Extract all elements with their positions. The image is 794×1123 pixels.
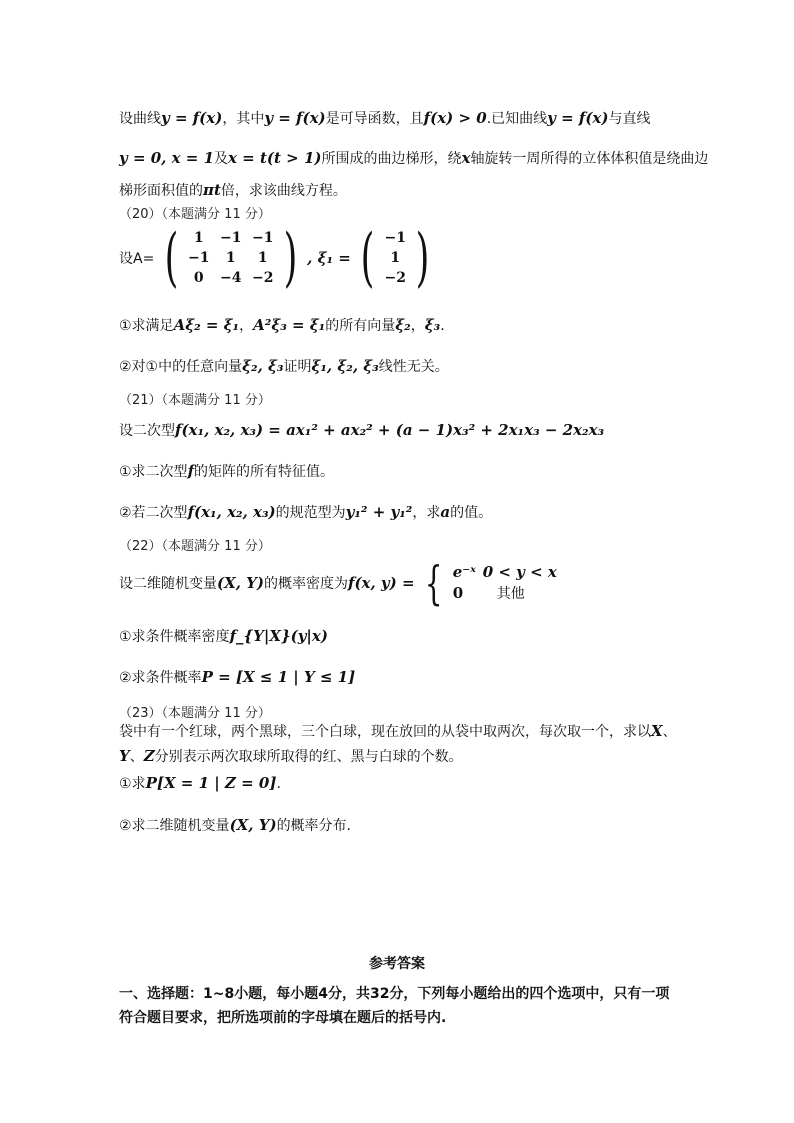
answers-section1: 一、选择题：1~8小题，每小题4分，共32分，下列每小题给出的四个选项中，只有一项符合题目要求，把所选项前的字母填在题后的括号内. — [119, 986, 670, 1026]
formula: P = [X ≤ 1 | Y ≤ 1] — [201, 668, 356, 686]
text: 设二次型 — [119, 423, 175, 439]
p20-header: （20）（本题满分 11 分） — [119, 207, 271, 222]
p22-part1 — [119, 626, 328, 646]
formula: πt — [203, 181, 221, 199]
formula: x — [461, 149, 471, 167]
vector-cells — [380, 230, 410, 286]
matrix-a-cells — [184, 230, 278, 286]
formula: f(x, y) = — [348, 574, 415, 592]
text: .已知曲线 — [486, 111, 548, 127]
p23-part2 — [119, 815, 351, 835]
matrix-cell: 1 — [257, 250, 268, 266]
p23-statement — [119, 719, 689, 769]
p21-header: （21）（本题满分 11 分） — [119, 393, 271, 408]
text: 的概率密度为 — [264, 576, 348, 592]
formula: ξ₂, ξ₃ — [242, 357, 284, 375]
text: 设二维随机变量 — [119, 576, 217, 592]
matrix-cell: −1 — [251, 230, 274, 246]
p19-line3 — [119, 180, 347, 200]
left-paren: ( — [164, 221, 179, 295]
text: 设曲线 — [119, 111, 161, 127]
case-row — [453, 562, 557, 583]
matrix-cell: 1 — [225, 250, 236, 266]
text: 设A= — [119, 251, 155, 267]
formula: (X, Y) — [229, 816, 277, 834]
formula: ξ₂ — [395, 316, 411, 334]
formula: (X, Y) — [217, 574, 264, 592]
text: 的所有向量 — [325, 318, 396, 334]
formula: Y — [119, 747, 130, 765]
matrix-cell: −4 — [219, 270, 242, 286]
p23-header: （23）（本题满分 11 分） — [119, 706, 271, 721]
text: 、 — [662, 724, 677, 740]
formula: y = f(x) — [547, 109, 609, 127]
vector-cell: 1 — [390, 250, 401, 266]
p20-part1 — [119, 315, 445, 335]
text: 、 — [129, 749, 144, 765]
text: 袋中有一个红球，两个黑球，三个白球，现在放回的从袋中取两次，每次取一个，求以 — [119, 724, 651, 740]
vector-cell: −2 — [384, 270, 407, 286]
p19-line1 — [119, 108, 650, 128]
vector-xi1 — [355, 221, 435, 295]
p22-header: （22）（本题满分 11 分） — [119, 539, 271, 554]
formula: P[X = 1 | Z = 0] — [145, 774, 277, 792]
p21-part2 — [119, 502, 492, 522]
formula: A²ξ₃ = ξ₁ — [253, 316, 326, 334]
text: ， — [410, 318, 425, 334]
formula: 0 < y < x — [482, 563, 557, 581]
text: 的矩阵的所有特征值。 — [194, 464, 335, 480]
formula: ξ₃ — [424, 316, 441, 334]
formula: , ξ₁ = — [307, 249, 351, 267]
vector-cell: −1 — [384, 230, 407, 246]
text: 线性无关。 — [378, 359, 449, 375]
p22-line1 — [119, 556, 557, 610]
text: . — [276, 776, 281, 792]
text: 所围成的曲边梯形，绕 — [321, 151, 462, 167]
text: 及 — [214, 151, 229, 167]
text: ①求二次型 — [119, 464, 188, 480]
text: ①求条件概率密度 — [119, 629, 230, 645]
p19-line2 — [119, 148, 708, 168]
matrix-cell: −1 — [187, 250, 210, 266]
matrix-a — [159, 221, 303, 295]
formula: e⁻ˣ — [452, 563, 476, 581]
text: 分别表示两次取球所取得的红、黑与白球的个数。 — [154, 749, 463, 765]
text: ②对①中的任意向量 — [119, 359, 243, 375]
text: 倍，求该曲线方程。 — [220, 183, 347, 199]
text: ①求 — [119, 776, 146, 792]
formula: x = t(t > 1) — [228, 149, 322, 167]
text: ②若二次型 — [119, 505, 188, 521]
formula: f — [187, 462, 195, 480]
formula: y = f(x) — [264, 109, 326, 127]
p21-line1 — [119, 420, 604, 440]
answers-title: 参考答案 — [369, 956, 425, 972]
piecewise-cases — [453, 562, 557, 604]
matrix-cell: −1 — [219, 230, 242, 246]
right-paren: ) — [415, 221, 430, 295]
text: 与直线 — [608, 111, 651, 127]
formula: 0 — [452, 584, 464, 602]
formula: ξ₁, ξ₂, ξ₃ — [311, 357, 379, 375]
text: 其他 — [496, 586, 525, 602]
matrix-cell: 0 — [193, 270, 204, 286]
text: ， — [239, 318, 254, 334]
text: 证明 — [283, 359, 312, 375]
text: ①求满足 — [119, 318, 174, 334]
text: . — [440, 318, 445, 334]
p21-part1 — [119, 461, 334, 481]
formula: Z — [143, 747, 155, 765]
text: 的概率分布. — [276, 818, 352, 834]
text: ②求二维随机变量 — [119, 818, 230, 834]
left-brace: { — [424, 556, 443, 610]
formula: f(x₁, x₂, x₃) = ax₁² + ax₂² + (a − 1)x₃² + 2x₁x₃ − 2x₂x₃ — [175, 421, 605, 439]
text: 的值。 — [450, 505, 493, 521]
text: ，求 — [412, 505, 441, 521]
p23-part1 — [119, 773, 281, 793]
text: ②求条件概率 — [119, 670, 202, 686]
text: ，其中 — [222, 111, 265, 127]
formula: y = 0, x = 1 — [119, 149, 215, 167]
p20-matrix-line — [119, 221, 435, 295]
formula: f(x) > 0 — [423, 109, 487, 127]
p22-part2 — [119, 667, 355, 687]
matrix-cell: −2 — [251, 270, 274, 286]
text: 的规范型为 — [275, 505, 346, 521]
formula: Aξ₂ = ξ₁ — [173, 316, 240, 334]
text: 梯形面积值的 — [119, 183, 203, 199]
formula: f(x₁, x₂, x₃) — [187, 503, 276, 521]
formula: y₁² + y₁² — [345, 503, 413, 521]
text: 是可导函数，且 — [325, 111, 424, 127]
case-row — [453, 583, 557, 604]
text: 轴旋转一周所得的立体体积值是绕曲边 — [470, 151, 709, 167]
p20-part2 — [119, 356, 449, 376]
formula: X — [651, 722, 663, 740]
matrix-cell: 1 — [193, 230, 204, 246]
left-paren: ( — [360, 221, 375, 295]
formula: a — [440, 503, 451, 521]
formula: f_{Y|X}(y|x) — [229, 627, 328, 645]
formula: y = f(x) — [161, 109, 223, 127]
right-paren: ) — [283, 221, 298, 295]
